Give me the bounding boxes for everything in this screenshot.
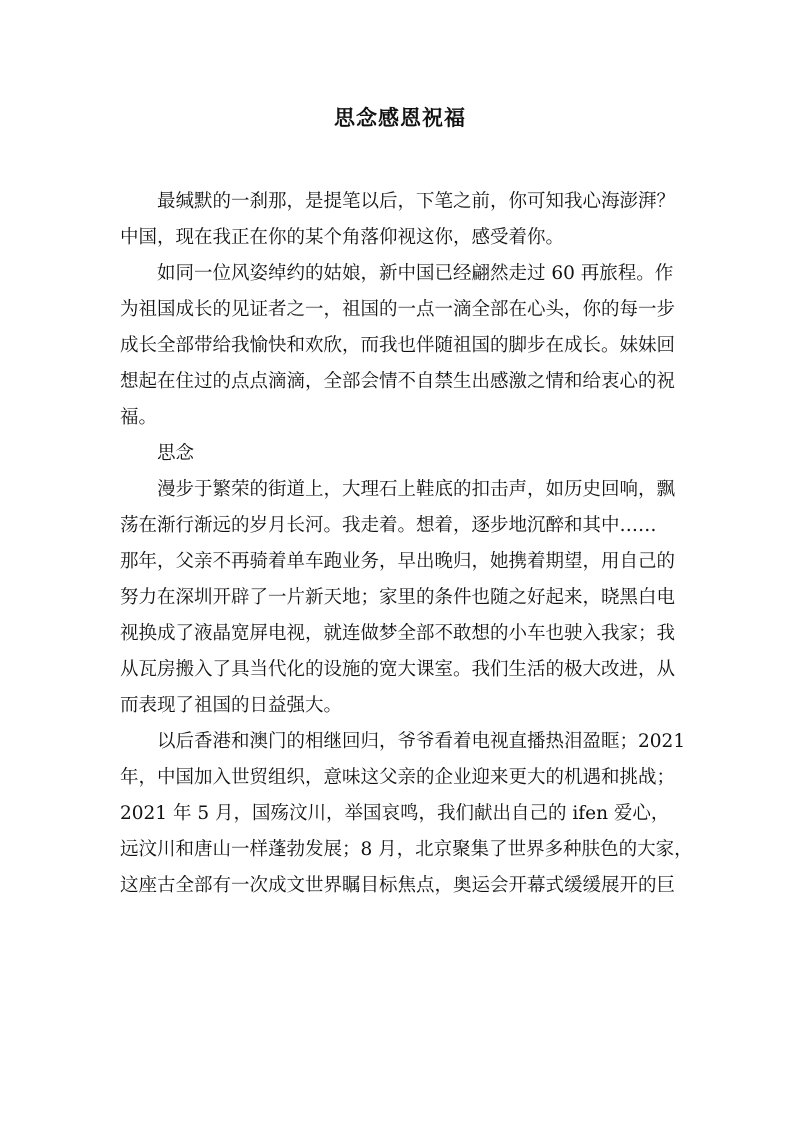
- text-line: 想起在住过的点点滴滴，全部会情不自禁生出感激之情和给衷心的祝: [120, 371, 676, 392]
- text-line: 这座古全部有一次成文世界瞩目标焦点，奥运会开幕式缓缓展开的巨: [120, 875, 676, 896]
- text-line: 远汶川和唐山一样蓬勃发展；8 月，北京聚集了世界多种肤色的大家，: [120, 839, 693, 860]
- text-line: 最缄默的一刹那，是提笔以后，下笔之前，你可知我心海澎湃？: [157, 191, 676, 212]
- paragraph: [120, 724, 693, 904]
- section-heading: [120, 436, 680, 472]
- paragraph: [120, 256, 680, 436]
- paragraph: [120, 184, 680, 256]
- text-line: 成长全部带给我愉快和欢欣，而我也伴随祖国的脚步在成长。妹妹回: [120, 335, 676, 356]
- paragraph: [120, 472, 680, 724]
- text-line: 从瓦房搬入了具当代化的设施的宽大课室。我们生活的极大改进，从: [120, 659, 676, 680]
- text-line: 那年，父亲不再骑着单车跑业务，早出晚归，她携着期望，用自己的: [120, 551, 676, 572]
- text-line: 思念: [157, 443, 195, 464]
- text-line: 2021 年 5 月，国殇汶川，举国哀鸣，我们献出自己的 ifen 爱心，: [120, 803, 670, 824]
- text-line: 努力在深圳开辟了一片新天地；家里的条件也随之好起来，晓黑白电: [120, 587, 676, 608]
- text-line: 为祖国成长的见证者之一，祖国的一点一滴全部在心头，你的每一步: [120, 299, 676, 320]
- text-line: 荡在渐行渐远的岁月长河。我走着。想着，逐步地沉醉和其中……: [120, 515, 657, 536]
- document-title: 思念感恩祝福: [334, 105, 466, 130]
- text-line: 福。: [120, 407, 158, 428]
- text-line: 如同一位风姿绰约的姑娘，新中国已经翩然走过 60 再旅程。作: [157, 263, 674, 284]
- text-line: 而表现了祖国的日益强大。: [120, 695, 343, 716]
- text-line: 中国，现在我正在你的某个角落仰视这你，感受着你。: [120, 227, 565, 248]
- document-body: [120, 184, 693, 904]
- text-line: 以后香港和澳门的相继回归，爷爷看着电视直播热泪盈眶；2021: [157, 731, 686, 752]
- text-line: 年，中国加入世贸组织，意味这父亲的企业迎来更大的机遇和挑战；: [120, 767, 676, 788]
- text-line: 视换成了液晶宽屏电视，就连做梦全部不敢想的小车也驶入我家；我: [120, 623, 676, 644]
- text-line: 漫步于繁荣的街道上，大理石上鞋底的扣击声，如历史回响，飘: [157, 479, 676, 500]
